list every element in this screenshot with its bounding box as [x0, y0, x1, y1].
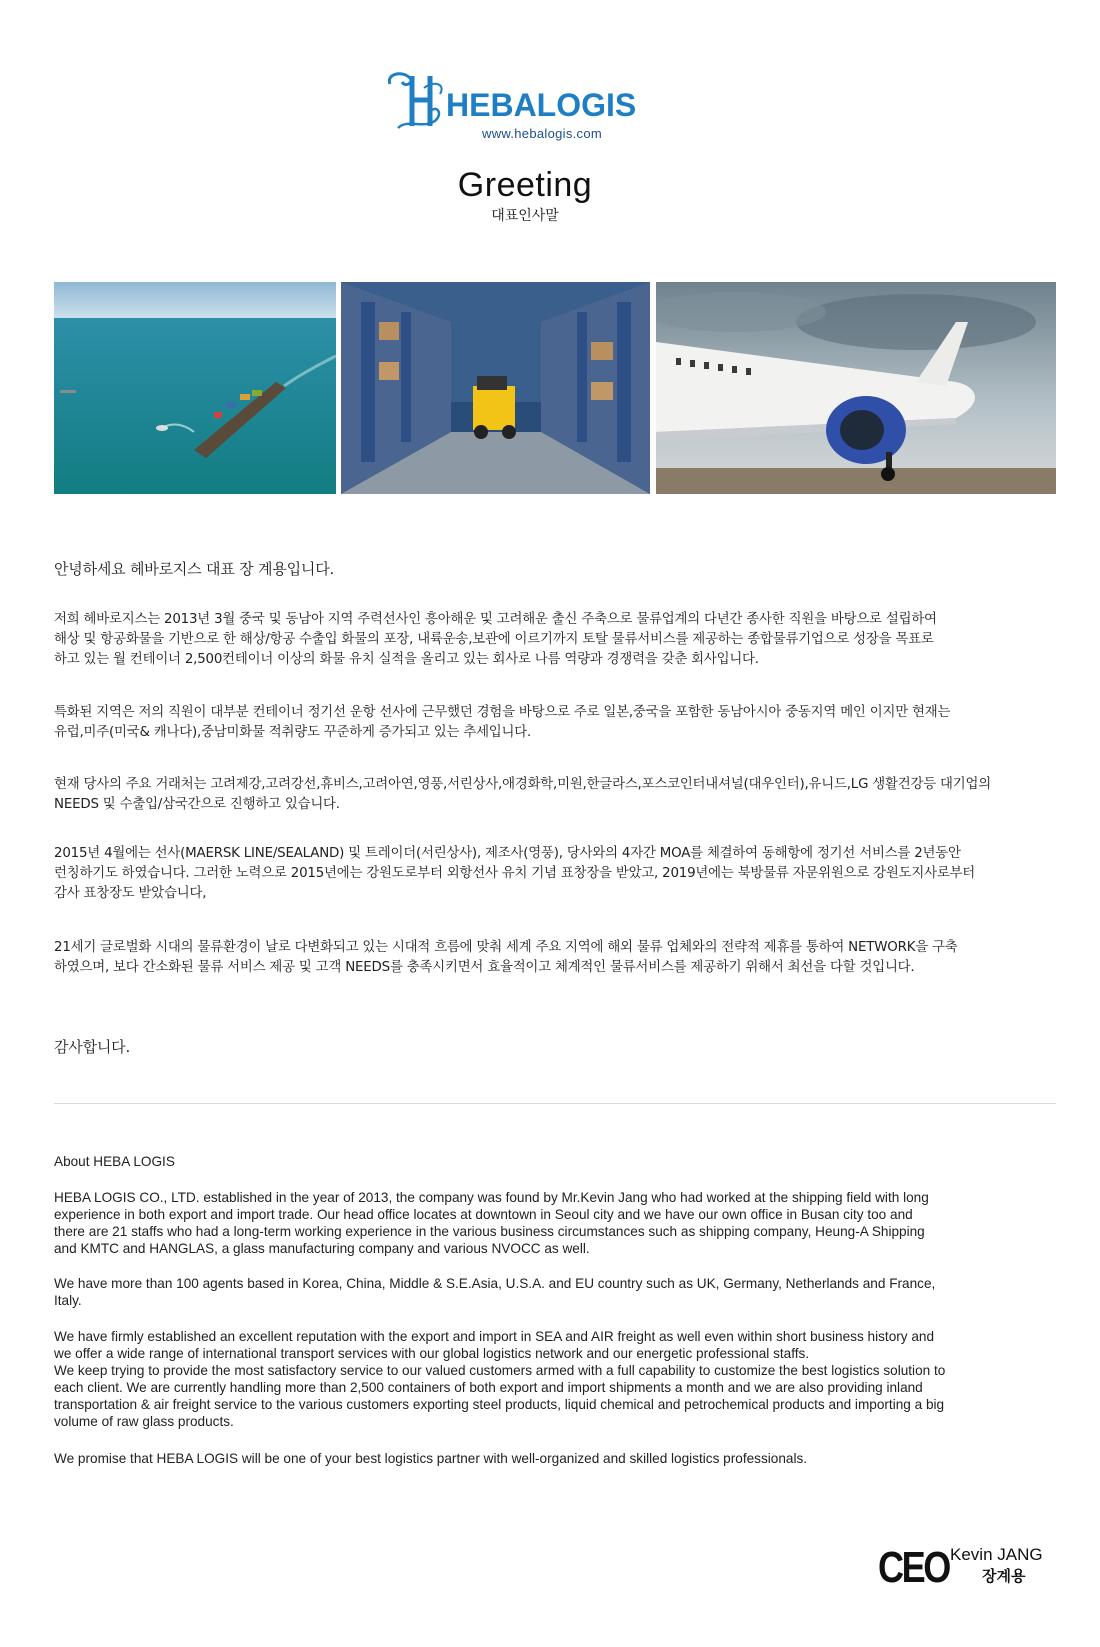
text-line: 2015년 4월에는 선사(MAERSK LINE/SEALAND) 및 트레이더(서린상사), 제조사(영풍), 당사와의 4자간 MOA를 체결하여 동해항에 정기선 서비스를 2년동안: [54, 846, 961, 861]
section-divider: [54, 1103, 1056, 1104]
ceo-name: Kevin JANG: [950, 1545, 1043, 1564]
english-paragraph-2: [54, 1275, 1054, 1309]
korean-paragraph-3: [54, 775, 1084, 815]
text-line: We have more than 100 agents based in Korea, China, Middle & S.E.Asia, U.S.A. and EU country such as UK, Germany, Netherlands and France,: [54, 1276, 936, 1291]
page-title: Greeting: [457, 166, 593, 204]
logo-url: www.hebalogis.com: [482, 126, 602, 141]
korean-paragraph-2: [54, 703, 1084, 743]
korean-paragraph-5: [54, 938, 1084, 978]
about-heading: About HEBA LOGIS: [54, 1154, 175, 1169]
english-paragraph-1: [54, 1189, 1054, 1257]
ceo-label: CEO: [878, 1543, 949, 1592]
text-line: there are 21 staffs who had a long-term working experience in the various business circumstances such as shipping company, Heung-A Shipping: [54, 1224, 925, 1239]
text-line: each client. We are currently handling more than 2,500 containers of both export and import shipments a month and we are also providing inland: [54, 1380, 923, 1395]
english-paragraph-4: [54, 1450, 1054, 1467]
text-line: we offer a wide range of international transport services with our global logistics network and our energetic professional staffs.: [54, 1346, 810, 1361]
text-line: NEEDS 및 수출입/삼국간으로 진행하고 있습니다.: [54, 797, 340, 812]
text-line: 하였으며, 보다 간소화된 물류 서비스 제공 및 고객 NEEDS를 충족시키면서 효율적이고 체계적인 물류서비스를 제공하기 위해서 최선을 다할 것입니다.: [54, 960, 915, 975]
page-subtitle: 대표인사말: [491, 208, 559, 224]
text-line: 특화된 지역은 저의 직원이 대부분 컨테이너 정기선 운항 선사에 근무했던 경험을 바탕으로 주로 일본,중국을 포함한 동남아시아 중동지역 메인 이지만 현재는: [54, 705, 951, 720]
ceo-signature: [878, 1543, 1078, 1591]
text-line: volume of raw glass products.: [54, 1414, 234, 1429]
korean-thanks: [54, 1037, 1084, 1057]
thanks-line: 감사합니다.: [54, 1038, 131, 1056]
airplane-photo-icon: [656, 282, 1056, 494]
text-line: 21세기 글로벌화 시대의 물류환경이 날로 다변화되고 있는 시대적 흐름에 맞춰 세계 주요 지역에 해외 물류 업체와의 전략적 제휴를 통하여 NETWORK을 구축: [54, 940, 958, 955]
text-line: We have firmly established an excellent reputation with the export and import in SEA and AIR freight as well even within short business history and: [54, 1329, 935, 1344]
text-line: transportation & air freight service to the various customers exporting steel products, liquid chemical and petrochemical products and importing a big: [54, 1397, 945, 1412]
text-line: 저희 헤바로지스는 2013년 3월 중국 및 동남아 지역 주력선사인 흥아해운 및 고려해운 출신 주축으로 물류업계의 다년간 종사한 직원을 바탕으로 설립하여: [54, 612, 937, 627]
text-line: HEBA LOGIS CO., LTD. established in the year of 2013, the company was found by Mr.Kevin Jang who had worked at the shipping field with long: [54, 1190, 929, 1205]
korean-paragraph-1: [54, 610, 1084, 670]
english-heading: [54, 1153, 1054, 1170]
text-line: We promise that HEBA LOGIS will be one of your best logistics partner with well-organized and skilled logistics professionals.: [54, 1451, 808, 1466]
korean-paragraph-4: [54, 844, 1084, 904]
warehouse-photo-icon: [341, 282, 650, 494]
text-line: We keep trying to provide the most satisfactory service to our valued customers armed with a full capability to customize the best logistics solution to: [54, 1363, 946, 1378]
text-line: experience in both export and import trade. Our head office locates at downtown in Seoul city and we have our own office in Busan city too and: [54, 1207, 913, 1222]
svg-text:HEBALOGIS: HEBALOGIS: [446, 87, 637, 123]
text-line: 감사 표창장도 받았습니다,: [54, 886, 207, 901]
ship-photo-icon: [54, 282, 336, 494]
text-line: Italy.: [54, 1293, 82, 1308]
greeting-line: 안녕하세요 헤바로지스 대표 장 계용입니다.: [54, 560, 335, 578]
text-line: and KMTC and HANGLAS, a glass manufacturing company and various NVOCC as well.: [54, 1241, 590, 1256]
text-line: 현재 당사의 주요 거래처는 고려제강,고려강선,휴비스,고려아연,영풍,서린상사,애경화학,미원,한글라스,포스코인터내셔널(대우인터),유니드,LG 생활건강등 대기업의: [54, 777, 991, 792]
text-line: 유럽,미주(미국& 캐나다),중남미화물 적취량도 꾸준하게 증가되고 있는 추세입니다.: [54, 725, 532, 740]
text-line: 하고 있는 월 컨테이너 2,500컨테이너 이상의 화물 유치 실적을 올리고 있는 회사로 나름 역량과 경쟁력을 갖춘 회사입니다.: [54, 652, 759, 667]
korean-greeting: [54, 559, 1084, 579]
text-line: 런칭하기도 하였습니다. 그러한 노력으로 2015년에는 강원도로부터 외항선사 유치 기념 표창장을 받았고, 2019년에는 북방물류 자문위원으로 강원도지사로부터: [54, 866, 976, 881]
english-paragraph-3: [54, 1328, 1054, 1430]
logo-mark-icon: [384, 70, 664, 130]
text-line: 해상 및 항공화물을 기반으로 한 해상/항공 수출입 화물의 포장, 내륙운송,보관에 이르기까지 토탈 물류서비스를 제공하는 종합물류기업으로 성장을 목표로: [54, 632, 934, 647]
ceo-name-korean: 장계용: [982, 1567, 1026, 1585]
company-logo: [384, 70, 664, 146]
